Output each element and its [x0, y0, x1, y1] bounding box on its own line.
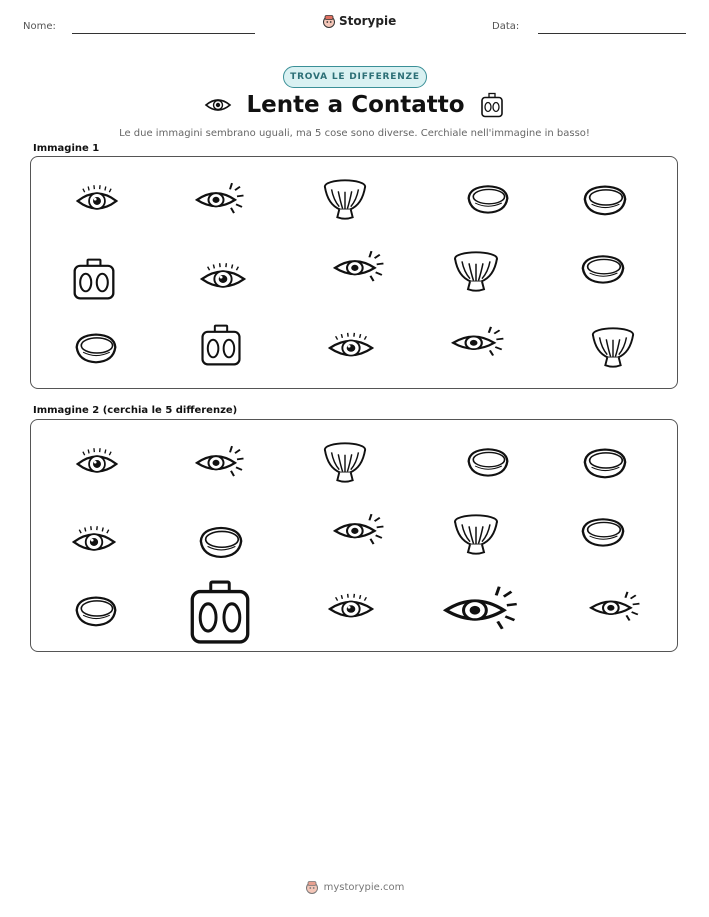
image1-eye-icon: [199, 257, 247, 301]
name-line[interactable]: [72, 33, 255, 34]
title-row: [0, 92, 709, 118]
footer: [0, 880, 709, 894]
image2-lens-icon[interactable]: [197, 520, 245, 564]
image2-box-icon[interactable]: [187, 578, 253, 646]
image2-lens-icon[interactable]: [579, 512, 627, 552]
image1-lens-icon: [579, 249, 627, 289]
image1-lens-icon: [465, 179, 511, 219]
activity-badge: TROVA LE DIFFERENZE: [283, 66, 427, 88]
storypie-footer-icon: [305, 880, 319, 894]
image2-lens-icon[interactable]: [465, 442, 511, 482]
brand-name: Storypie: [339, 14, 397, 28]
image1-box-icon: [71, 257, 117, 301]
image1-label: Immagine 1: [33, 143, 100, 154]
image2-eye-rays-icon[interactable]: [333, 508, 385, 552]
image2-lens-icon[interactable]: [581, 442, 629, 484]
eye-title-icon: [204, 95, 232, 115]
footer-url: mystorypie.com: [323, 881, 405, 893]
page-title: Lente a Contatto: [246, 92, 465, 118]
image2-eye-icon[interactable]: [71, 520, 117, 564]
image2-bowl-icon[interactable]: [451, 510, 501, 558]
image1-eye-rays-icon: [195, 177, 245, 221]
image1-bowl-icon: [451, 247, 501, 295]
image1-bowl-icon: [321, 175, 369, 223]
image1-eye-icon: [327, 327, 375, 369]
image1-lens-icon: [73, 327, 119, 369]
image2-panel[interactable]: [30, 419, 678, 652]
image2-bowl-icon[interactable]: [321, 438, 369, 486]
name-label: Nome:: [23, 21, 56, 32]
image2-label: Immagine 2 (cerchia le 5 differenze): [33, 405, 238, 416]
brand: [322, 14, 396, 28]
instructions: Le due immagini sembrano uguali, ma 5 cose sono diverse. Cerchiale nell'immagine in basso!: [119, 128, 590, 139]
box-title-icon: [479, 92, 505, 118]
image1-eye-rays-icon: [333, 245, 385, 289]
storypie-logo-icon: [322, 14, 336, 28]
image2-lens-icon[interactable]: [73, 590, 119, 632]
image2-eye-rays-icon[interactable]: [443, 578, 519, 640]
image1-eye-icon: [75, 179, 119, 223]
image1-eye-rays-icon: [451, 321, 505, 363]
date-line[interactable]: [538, 33, 686, 34]
image2-eye-rays-icon[interactable]: [195, 440, 245, 484]
date-label: Data:: [492, 21, 520, 32]
image1-panel: [30, 156, 678, 389]
image1-bowl-icon: [589, 323, 637, 371]
image2-eye-icon[interactable]: [75, 442, 119, 486]
image2-eye-rays-icon[interactable]: [589, 586, 641, 628]
image1-lens-icon: [581, 179, 629, 221]
image2-eye-icon[interactable]: [327, 588, 375, 630]
image1-box-icon: [199, 323, 243, 367]
